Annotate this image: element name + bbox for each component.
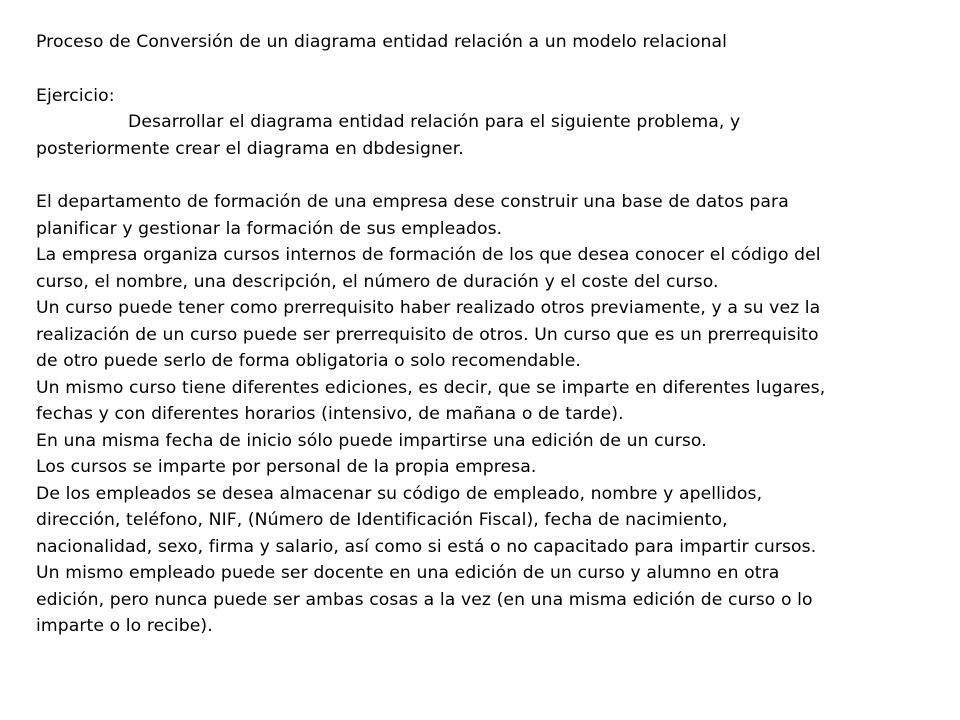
body-line: planificar y gestionar la formación de sus empleados. [36,218,503,239]
document-title: Proceso de Conversión de un diagrama entidad relación a un modelo relacional [36,32,727,52]
body-line: Un curso puede tener como prerrequisito haber realizado otros previamente, y a su vez la [36,298,821,318]
body-line: Los cursos se imparte por personal de la propia empresa. [36,457,537,477]
blank-line [36,162,926,189]
document-text [36,29,926,640]
body-line: El departamento de formación de una empresa dese construir una base de datos para [36,192,789,212]
body-line: dirección, teléfono, NIF, (Número de Identificación Fiscal), fecha de nacimiento, [36,510,728,530]
body-line: Un mismo curso tiene diferentes ediciones, es decir, que se imparte en diferentes lugares, [36,377,826,398]
body-line: nacionalidad, sexo, firma y salario, así como si está o no capacitado para impartir cursos. [36,536,817,557]
body-line: De los empleados se desea almacenar su código de empleado, nombre y apellidos, [36,483,763,504]
body-line: curso, el nombre, una descripción, el número de duración y el coste del curso. [36,271,719,292]
body-line: realización de un curso puede ser prerrequisito de otros. Un curso que es un prerrequisito [36,324,819,345]
blank-line [36,56,926,83]
instruction-line: Desarrollar el diagrama entidad relación para el siguiente problema, y [128,112,741,132]
body-line: En una misma fecha de inicio sólo puede impartirse una edición de un curso. [36,430,707,451]
body-line: Un mismo empleado puede ser docente en una edición de un curso y alumno en otra [36,563,780,583]
body-line: fechas y con diferentes horarios (intensivo, de mañana o de tarde). [36,404,624,424]
instruction-line: posteriormente crear el diagrama en dbdesigner. [36,138,464,159]
body-line: de otro puede serlo de forma obligatoria o solo recomendable. [36,351,581,371]
body-line: imparte o lo recibe). [36,616,213,636]
exercise-label: Ejercicio: [36,85,115,106]
body-line: edición, pero nunca puede ser ambas cosas a la vez (en una misma edición de curso o lo [36,589,813,610]
body-line: La empresa organiza cursos internos de formación de los que desea conocer el código del [36,245,821,265]
